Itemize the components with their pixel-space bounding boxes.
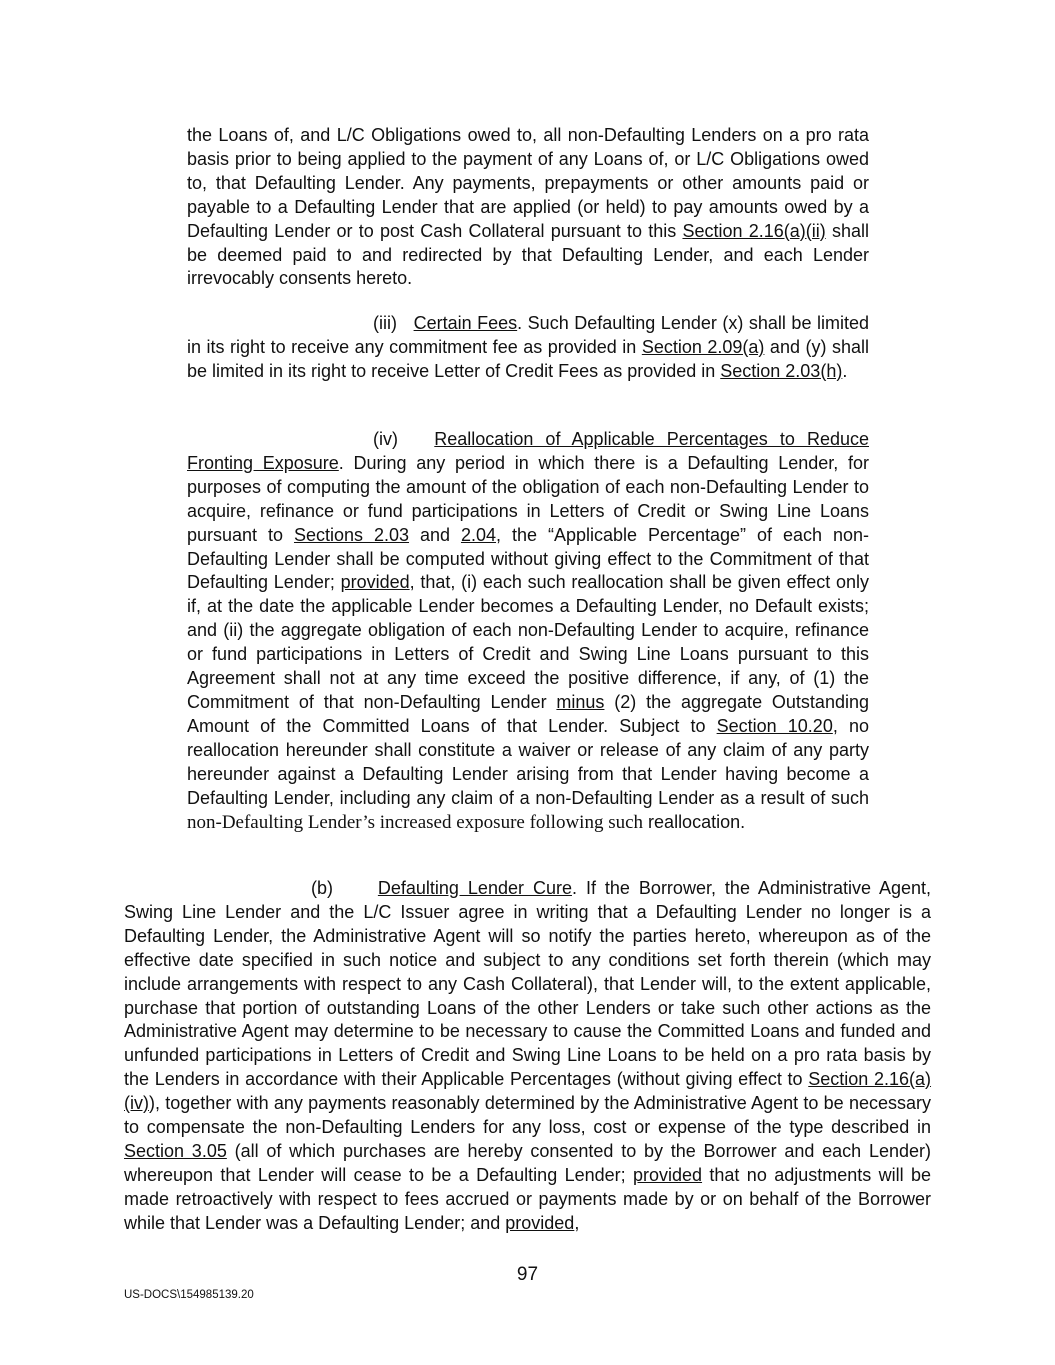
- clause-number: (b): [311, 878, 333, 898]
- paragraph-reallocation: (iv) Reallocation of Applicable Percentages to Reduce Fronting Exposure. During any period in which there is a Defaulting Lender, for purposes of computing the amount of the obligation of each non-Defaulting Lender to acquire, refinance or fund participations in Letters of Credit or Swing Line Loans pursuant to Sections 2.03 and 2.04, the “Applicable Percentage” of each non-Defaulting Lender shall be computed without giving effect to the Commitment of that Defaulting Lender; provided, that, (i) each such reallocation shall be given effect only if, at the date the applicable Lender becomes a Defaulting Lender, no Default exists; and (ii) the aggregate obligation of each non-Defaulting Lender to acquire, refinance or fund participations in Letters of Credit and Swing Line Loans pursuant to this Agreement shall not at any time exceed the positive difference, if any, of (1) the Commitment of that non-Defaulting Lender minus (2) the aggregate Outstanding Amount of the Committed Loans of that Lender. Subject to Section 10.20, no reallocation hereunder shall constitute a waiver or release of any claim of any party hereunder against a Defaulting Lender arising from that Lender having become a Defaulting Lender, including any claim of a non-Defaulting Lender as a result of such non-Defaulting Lender’s increased exposure following such reallocation.: [187, 429, 869, 833]
- section-reference: Section 2.09(a): [641, 336, 765, 357]
- clause-heading: Defaulting Lender Cure: [377, 878, 572, 898]
- clause-number: (iv): [373, 429, 398, 449]
- paragraph-defaulting-lender-cure: (b) Defaulting Lender Cure. If the Borrower, the Administrative Agent, Swing Line Lender and the L/C Issuer agree in writing that a Defaulting Lender no longer is a Defaulting Lender, the Administrative Agent will so notify the parties hereto, whereupon as of the effective date specified in such notice and subject to any conditions set forth therein (which may include arrangements with respect to any Cash Collateral), that Lender will, to the extent applicable, purchase that portion of outstanding Loans of the other Lenders or take such other actions as the Administrative Agent may determine to be necessary to cause the Committed Loans and funded and unfunded participations in Letters of Credit and Swing Line Loans to be held on a pro rata basis by the Lenders in accordance with their Applicable Percentages (without giving effect to Section 2.16(a)(iv)), together with any payments reasonably determined by the Administrative Agent to be necessary to compensate the non-Defaulting Lenders for any loss, cost or expense of the type described in Section 3.05 (all of which purchases are hereby consented to by the Borrower and each Lender) whereupon that Lender will cease to be a Defaulting Lender; provided that no adjustments will be made retroactively with respect to fees accrued or payments made by or on behalf of the Borrower while that Lender was a Defaulting Lender; and provided,: [124, 878, 932, 1233]
- page-number: 97: [516, 1264, 539, 1285]
- clause-heading: Reallocation of Applicable Percentages to Reduce Fronting Exposure: [187, 429, 869, 473]
- paragraph-certain-fees: (iii) Certain Fees. Such Defaulting Lender (x) shall be limited in its right to receive any commitment fee as provided in Section 2.09(a) and (y) shall be limited in its right to receive Letter of Credit Fees as provided in Section 2.03(h).: [187, 313, 869, 381]
- defined-term: provided: [633, 1164, 703, 1185]
- section-reference: Section 10.20: [716, 715, 833, 736]
- section-reference: Section 2.16(a)(iv): [124, 1069, 932, 1114]
- defined-term: provided: [340, 572, 410, 593]
- clause-heading: Certain Fees: [413, 313, 518, 333]
- section-reference: Section 2.16(a)(ii): [682, 220, 826, 241]
- section-reference: 2.04: [460, 524, 497, 545]
- defined-term: minus: [556, 691, 605, 712]
- section-reference: Section 3.05: [124, 1140, 227, 1161]
- defined-term: provided: [505, 1212, 575, 1233]
- section-reference: Section 2.03(h): [720, 360, 843, 381]
- section-reference: Sections 2.03: [293, 524, 410, 545]
- paragraph-continuation: the Loans of, and L/C Obligations owed to, all non-Defaulting Lenders on a pro rata basis prior to being applied to the payment of any Loans of, or L/C Obligations owed to, that Defaulting Lender. Any payments, prepayments or other amounts paid or payable to a Defaulting Lender that are applied (or held) to pay amounts owed by a Defaulting Lender or to post Cash Collateral pursuant to this Section 2.16(a)(ii) shall be deemed paid to and redirected by that Defaulting Lender, and each Lender irrevocably consents hereto.: [187, 125, 869, 289]
- clause-number: (iii): [373, 313, 397, 333]
- document-id: US-DOCS\154985139.20: [124, 1289, 254, 1301]
